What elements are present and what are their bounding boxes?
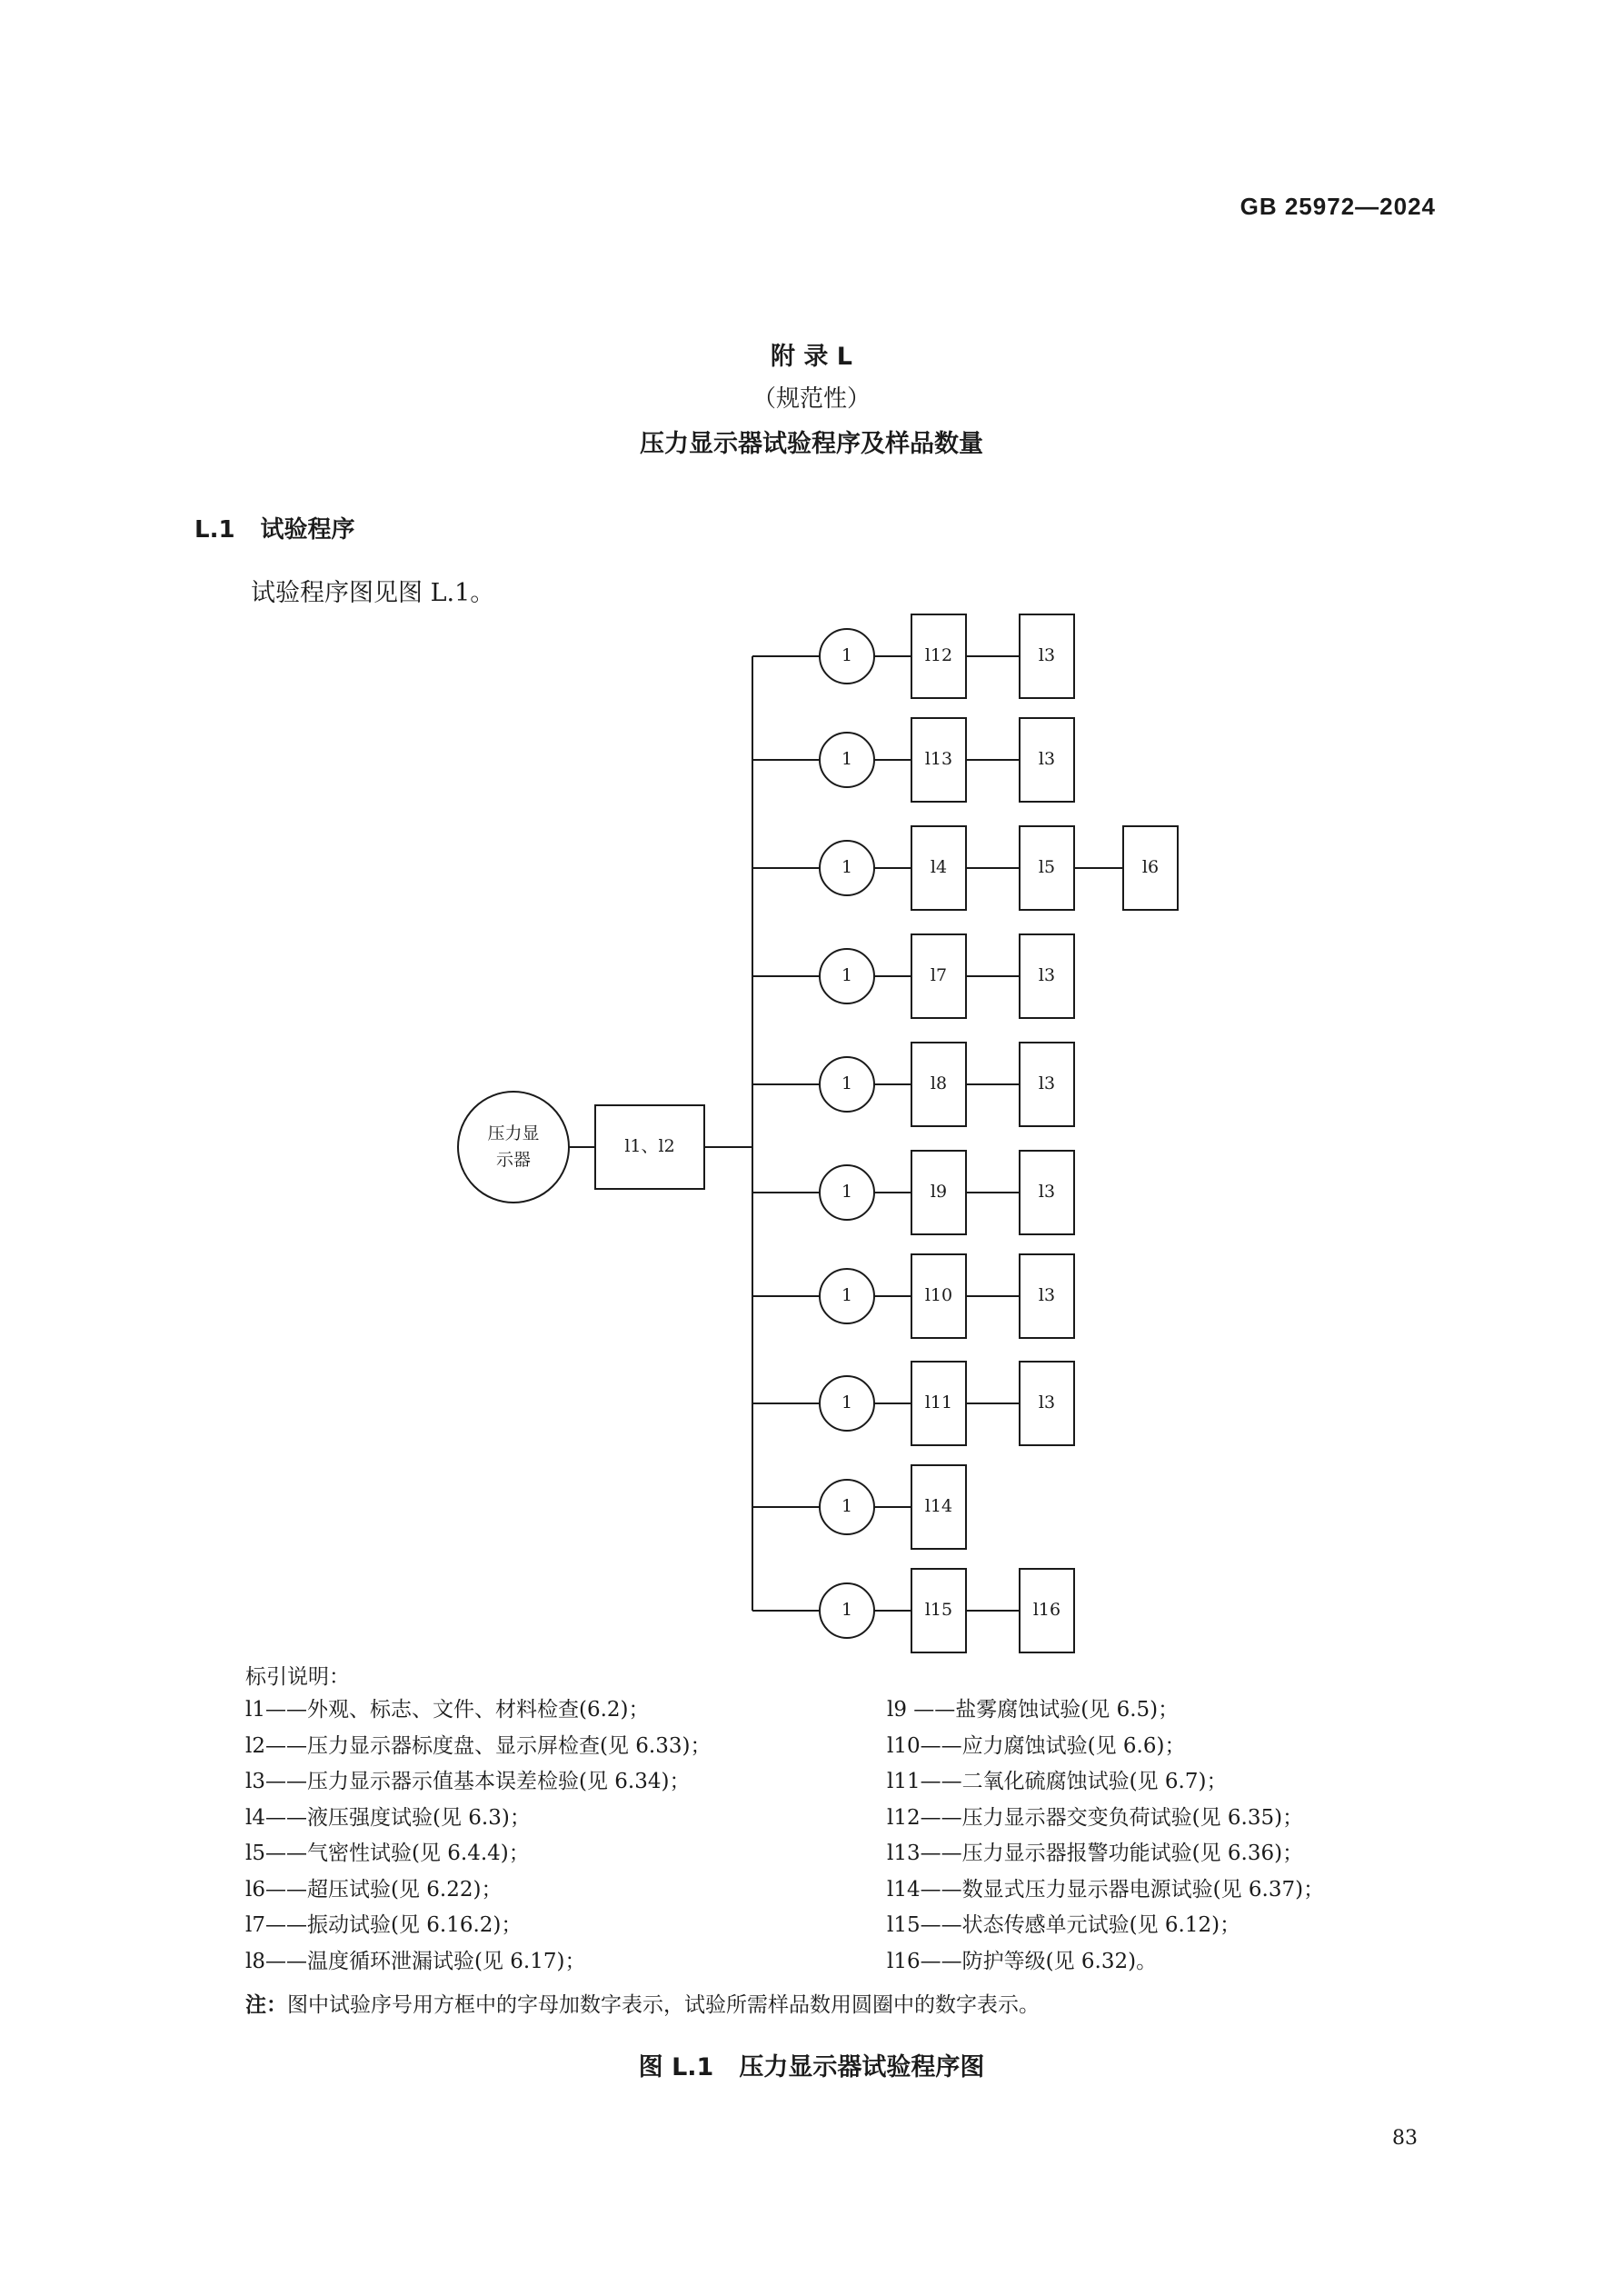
test-step-label: l3 (1038, 965, 1056, 985)
appendix-type: （规范性） (752, 385, 871, 413)
note-label: 注： (245, 1993, 287, 2017)
test-step-label: l3 (1038, 749, 1056, 769)
test-step-label: l4 (930, 857, 948, 877)
key-item: l10——应力腐蚀试验(见 6.6)； (887, 1733, 1186, 1758)
key-item: l3——压力显示器示值基本误差检验(见 6.34)； (245, 1770, 691, 1793)
test-step-label: l3 (1038, 1393, 1056, 1413)
standard-code: GB 25972—2024 (1240, 193, 1436, 220)
test-step-label: l5 (1038, 857, 1056, 877)
test-step-label: l15 (924, 1600, 953, 1620)
test-step-label: l10 (924, 1285, 953, 1305)
section-title: 试验程序 (260, 516, 355, 544)
key-item: l15——状态传感单元试验(见 6.12)； (887, 1913, 1241, 1937)
test-step-label: l6 (1141, 857, 1160, 877)
test-step-label: l7 (930, 965, 948, 985)
test-step-label: l3 (1038, 645, 1056, 665)
key-item: l6——超压试验(见 6.22)； (245, 1877, 503, 1902)
key-item: l5——气密性试验(见 6.4.4)； (245, 1842, 530, 1865)
key-list-left (245, 1692, 711, 1980)
key-item: l7——振动试验(见 6.16.2)； (245, 1913, 523, 1937)
appendix-label: 附 录 L (770, 343, 852, 371)
appendix-title: 压力显示器试验程序及样品数量 (640, 430, 983, 458)
sample-count-label: 1 (841, 1496, 853, 1516)
test-step-label: l9 (930, 1182, 948, 1202)
test-step-label: l3 (1038, 1285, 1056, 1305)
start-node-label: 压力显示器 (487, 1123, 540, 1170)
sample-count-label: 1 (841, 965, 853, 985)
key-item: l14——数显式压力显示器电源试验(见 6.37)； (887, 1877, 1325, 1902)
section-heading (194, 511, 355, 544)
test-step-label: l16 (1032, 1600, 1061, 1620)
sample-count-label: 1 (841, 1182, 853, 1202)
key-item: l1——外观、标志、文件、材料检查(6.2)； (245, 1698, 650, 1722)
figure-title: 压力显示器试验程序图 (739, 2053, 985, 2081)
key-item: l4——液压强度试验(见 6.3)； (245, 1805, 531, 1830)
initial-step-label: l1、l2 (624, 1136, 675, 1156)
test-step-label: l14 (924, 1496, 953, 1516)
test-procedure-diagram (436, 600, 1236, 1654)
key-item: l2——压力显示器标度盘、显示屏检查(见 6.33)； (245, 1733, 712, 1758)
key-item: l16——防护等级(见 6.32)。 (887, 1949, 1158, 1973)
key-list-right (887, 1692, 1324, 1980)
sample-count-label: 1 (841, 1285, 853, 1305)
sample-count-label: 1 (841, 749, 853, 769)
sample-count-label: 1 (841, 857, 853, 877)
test-step-label: l12 (924, 645, 953, 665)
key-title: 标引说明： (245, 1665, 350, 1689)
figure-caption (0, 2047, 1623, 2082)
start-node-circle (458, 1092, 569, 1203)
test-step-label: l3 (1038, 1182, 1056, 1202)
test-step-label: l13 (924, 749, 953, 769)
key-item: l12——压力显示器交变负荷试验(见 6.35)； (887, 1805, 1304, 1830)
sample-count-label: 1 (841, 1600, 853, 1620)
section-number: L.1 (194, 516, 235, 544)
key-item: l11——二氧化硫腐蚀试验(见 6.7)； (887, 1770, 1228, 1793)
sample-count-label: 1 (841, 1393, 853, 1413)
figure-number: 图 L.1 (638, 2053, 714, 2081)
key-item: l9 ——盐雾腐蚀试验(见 6.5)； (887, 1698, 1180, 1722)
figure-note (245, 1988, 1040, 2018)
sample-count-label: 1 (841, 1073, 853, 1093)
key-item: l13——压力显示器报警功能试验(见 6.36)； (887, 1842, 1304, 1865)
test-step-label: l11 (924, 1393, 953, 1413)
test-step-label: l8 (930, 1073, 948, 1093)
sample-count-label: 1 (841, 645, 853, 665)
body-paragraph: 试验程序图见图 L.1。 (251, 579, 495, 607)
key-item: l8——温度循环泄漏试验(见 6.17)； (245, 1949, 586, 1973)
page-number: 83 (1392, 2127, 1418, 2150)
note-text: 图中试验序号用方框中的字母加数字表示，试验所需样品数用圆圈中的数字表示。 (287, 1993, 1040, 2017)
test-step-label: l3 (1038, 1073, 1056, 1093)
